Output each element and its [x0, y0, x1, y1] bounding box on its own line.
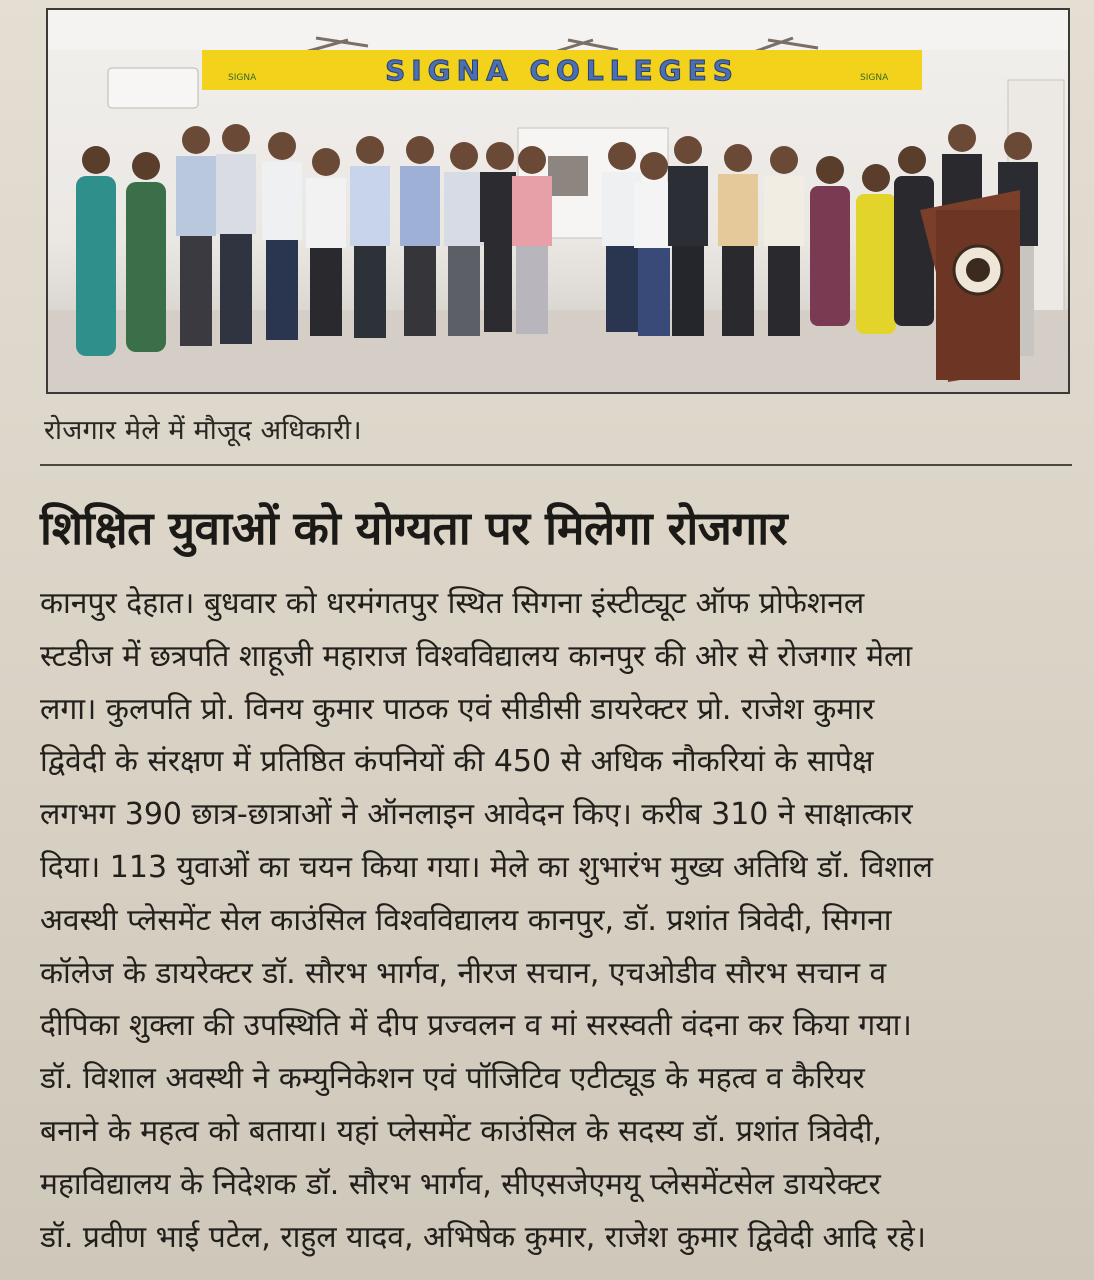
- poster-photo: [548, 156, 588, 196]
- person: [480, 142, 516, 332]
- article-line: कॉलेज के डायरेक्टर डॉ. सौरभ भार्गव, नीरज सचान, एचओडीव सौरभ सचान व: [40, 955, 887, 991]
- person: [444, 142, 484, 336]
- person: [350, 136, 390, 338]
- divider: [40, 464, 1072, 466]
- person: [668, 136, 708, 336]
- person: [810, 156, 850, 326]
- banner-logo-right: SIGNA: [860, 73, 889, 83]
- banner-logo-left: SIGNA: [228, 73, 257, 83]
- person: [718, 144, 758, 336]
- ceiling: [48, 10, 1068, 50]
- article-line: डॉ. प्रवीण भाई पटेल, राहुल यादव, अभिषेक कुमार, राजेश कुमार द्विवेदी आदि रहे।: [40, 1219, 927, 1255]
- article-line: लगा। कुलपति प्रो. विनय कुमार पाठक एवं सीडीसी डायरेक्टर प्रो. राजेश कुमार: [40, 691, 875, 727]
- article-line: अवस्थी प्लेसमेंट सेल काउंसिल विश्वविद्यालय कानपुर, डॉ. प्रशांत त्रिवेदी, सिगना: [40, 902, 892, 938]
- person: [126, 152, 166, 352]
- article-line: स्टडीज में छत्रपति शाहूजी महाराज विश्वविद्यालय कानपुर की ओर से रोजगार मेला: [40, 638, 913, 674]
- article-line: डॉ. विशाल अवस्थी ने कम्युनिकेशन एवं पॉजिटिव एटीट्यूड के महत्व व कैरियर: [40, 1061, 865, 1097]
- article-line: दिया। 113 युवाओं का चयन किया गया। मेले का शुभारंभ मुख्य अतिथि डॉ. विशाल: [40, 849, 933, 885]
- person: [176, 126, 216, 346]
- article-line: बनाने के महत्व को बताया। यहां प्लेसमेंट काउंसिल के सदस्य डॉ. प्रशांत त्रिवेदी,: [40, 1113, 882, 1149]
- article-line: कानपुर देहात। बुधवार को धरमंगतपुर स्थित सिगना इंस्टीट्यूट ऑफ प्रोफेशनल: [40, 586, 865, 621]
- article-line: महाविद्यालय के निदेशक डॉ. सौरभ भार्गव, सीएसजेएमयू प्लेसमेंटसेल डायरेक्टर: [40, 1166, 881, 1202]
- person: [76, 146, 116, 356]
- person: [856, 164, 896, 334]
- person: [400, 136, 440, 336]
- article-line: द्विवेदी के संरक्षण में प्रतिष्ठित कंपनियों की 450 से अधिक नौकरियां के सापेक्ष: [40, 744, 874, 780]
- article-body: [40, 578, 1070, 1264]
- group-photo-illustration: [48, 10, 1068, 392]
- article-line: लगभग 390 छात्र-छात्राओं ने ऑनलाइन आवेदन किए। करीब 310 ने साक्षात्कार: [40, 797, 913, 833]
- person: [262, 132, 302, 340]
- air-conditioner: [108, 68, 198, 108]
- person: [764, 146, 804, 336]
- photo-caption: रोजगार मेले में मौजूद अधिकारी।: [44, 415, 362, 446]
- person: [216, 124, 256, 344]
- article-line: दीपिका शुक्ला की उपस्थिति में दीप प्रज्वलन व मां सरस्वती वंदना कर किया गया।: [40, 1008, 912, 1044]
- person: [306, 148, 346, 336]
- banner-text: SIGNA COLLEGES: [385, 54, 739, 87]
- headline: शिक्षित युवाओं को योग्यता पर मिलेगा रोजगार: [40, 501, 788, 555]
- group-photo: [46, 8, 1070, 394]
